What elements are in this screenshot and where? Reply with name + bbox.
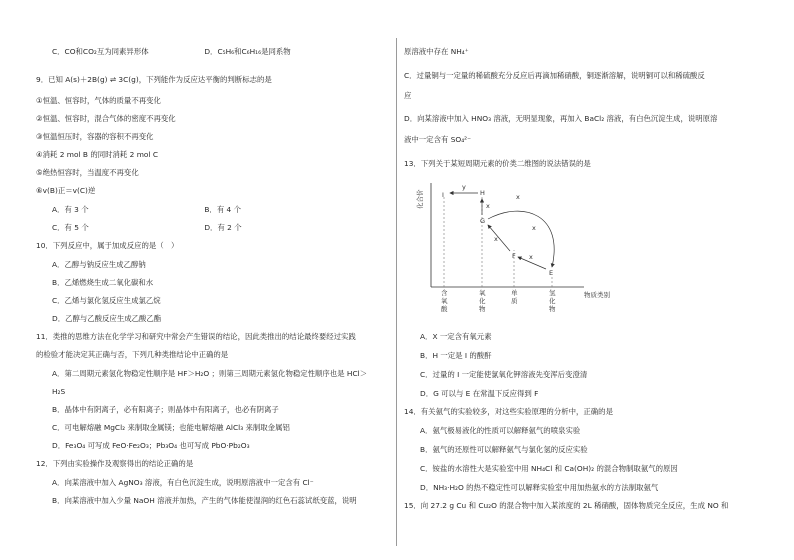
column-divider [396, 38, 397, 546]
q14-option-b: B．氨气的还原性可以解释氨气与氯化氢的反应实验 [420, 445, 588, 454]
q13-option-d: D．G 可以与 E 在常温下反应得到 F [420, 389, 539, 398]
q10-stem: 10．下列反应中，属于加成反应的是（ ） [36, 241, 179, 250]
category-label: 氧化物 [479, 289, 486, 313]
x-axis-label: 物质类别 [584, 291, 610, 299]
q11-option-d: D．Fe₃O₄ 可写成 FeO·Fe₂O₃；Pb₃O₄ 也可写成 PbO·Pb₂O₃ [52, 441, 250, 450]
point-label-h: H [480, 189, 485, 197]
q12-stem: 12．下列由实验操作及观察得出的结论正确的是 [36, 459, 194, 468]
valence-class-diagram [414, 175, 714, 325]
q10-option-d: D．乙醇与乙酸反应生成乙酸乙酯 [52, 314, 162, 323]
q9-stem: 9．已知 A(s)＋2B(g) ⇌ 3C(g)，下列能作为反应达平衡的判断标志的是 [36, 75, 272, 84]
q12-option-c: C．过量铜与一定量的稀硫酸充分反应后再滴加稀硝酸，铜逐渐溶解，说明铜可以和稀硫酸反 [404, 71, 705, 80]
q11-option-a: A．第二周期元素氢化物稳定性顺序是 HF＞H₂O ；则第三周期元素氢化物稳定性顺序也是 HCl＞ [52, 369, 368, 378]
q11-stem-line: 11．类推的思维方法在化学学习和研究中常会产生错误的结论，因此类推出的结论最终要经过实践 [36, 332, 356, 341]
arrow-f-to-g [488, 225, 510, 251]
arrow-label: x [529, 253, 533, 261]
arrow-label: x [532, 224, 536, 232]
category-label: 单质 [511, 289, 518, 305]
q13-option-a: A．X 一定含有氧元素 [420, 332, 492, 341]
q8-option-c: C．CO和CO₂互为同素异形体 [52, 47, 149, 56]
q11-stem-line: 的检验才能决定其正确与否，下列几种类推结论中正确的是 [36, 350, 229, 359]
q12-option-a: A．向某溶液中加入 AgNO₃ 溶液，有白色沉淀生成，说明原溶液中一定含有 Cl⁻ [52, 478, 314, 487]
arrow-label: y [462, 183, 466, 191]
q9-item: ④消耗 2 mol B 的同时消耗 2 mol C [36, 150, 158, 159]
q10-option-b: B．乙烯燃烧生成二氧化碳和水 [52, 278, 154, 287]
point-label-i: I [442, 191, 444, 199]
q12-option-d-cont: 液中一定含有 SO₄²⁻ [404, 135, 472, 144]
q8-option-d: D．C₅H₆和C₆H₁₆是同系物 [204, 47, 291, 56]
category-label: 含氧酸 [441, 289, 448, 313]
q14-option-a: A．氨气极易液化的性质可以解释氨气的喷泉实验 [420, 426, 581, 435]
point-label-f: F [512, 252, 516, 260]
q9-item: ①恒温、恒容时，气体的质量不再变化 [36, 96, 161, 105]
q9-option-d: D．有 2 个 [204, 223, 242, 232]
q9-option-c: C．有 5 个 [52, 223, 89, 232]
q9-option-b: B．有 4 个 [204, 205, 242, 214]
q9-item: ⑥v(B)正＝v(C)逆 [36, 186, 96, 195]
q11-option-a-cont: H₂S [52, 387, 66, 396]
arrow-label: x [486, 202, 490, 210]
q9-item: ②恒温、恒容时，混合气体的密度不再变化 [36, 114, 176, 123]
q9-item: ③恒温恒压时，容器的容积不再变化 [36, 132, 154, 141]
q13-stem: 13．下列关于某短周期元素的价类二维图的说法错误的是 [404, 159, 591, 168]
q12-option-c-cont: 应 [404, 91, 412, 100]
q14-option-c: C．铵盐的水溶性大是实验室中用 NH₄Cl 和 Ca(OH)₂ 的混合物制取氨气的原因 [420, 464, 678, 473]
q11-option-c: C．可电解熔融 MgCl₂ 来制取金属镁；也能电解熔融 AlCl₃ 来制取金属铝 [52, 423, 290, 432]
q9-option-a: A．有 3 个 [52, 205, 89, 214]
q10-option-a: A．乙醇与钠反应生成乙醇钠 [52, 260, 146, 269]
q13-option-b: B．H 一定是 I 的酸酐 [420, 351, 492, 360]
q15-stem: 15．向 27.2 g Cu 和 Cu₂O 的混合物中加入某浓度的 2L 稀硝酸，固体物质完全反应，生成 NO 和 [404, 501, 729, 510]
q9-options-row2 [52, 222, 242, 233]
q10-option-c: C．乙烯与氯化氢反应生成氯乙烷 [52, 296, 161, 305]
q14-option-d: D．NH₃·H₂O 的热不稳定性可以解释实验室中用加热氨水的方法制取氨气 [420, 483, 659, 492]
q9-item: ⑤绝热恒容时，当温度不再变化 [36, 168, 139, 177]
arrow-label: x [516, 193, 520, 201]
q12-cont-line: 原溶液中存在 NH₄⁺ [404, 47, 469, 56]
point-label-g: G [480, 217, 486, 225]
q14-stem: 14．有关氨气的实验较多，对这些实验原理的分析中，正确的是 [404, 407, 613, 416]
point-label-e: E [549, 269, 554, 277]
q9-options-row1 [52, 204, 241, 215]
q8-options-row [52, 46, 291, 57]
q13-option-c: C．过量的 I 一定能使氯氧化钾溶液先变浑后变澄清 [420, 370, 588, 379]
category-label: 氢化物 [549, 289, 556, 313]
q12-option-b: B．向某溶液中加入少量 NaOH 溶液并加热，产生的气体能使湿润的红色石蕊试纸变蓝，说明 [52, 496, 357, 505]
arrow-label: x [494, 235, 498, 243]
y-axis-label: 化合价 [416, 189, 424, 209]
q12-option-d: D．向某溶液中加入 HNO₃ 溶液，无明显现象，再加入 BaCl₂ 溶液，有白色沉淀生成，说明原溶 [404, 114, 718, 123]
q11-option-b: B．晶体中有阴离子，必有阳离子；则晶体中有阳离子，也必有阴离子 [52, 405, 279, 414]
